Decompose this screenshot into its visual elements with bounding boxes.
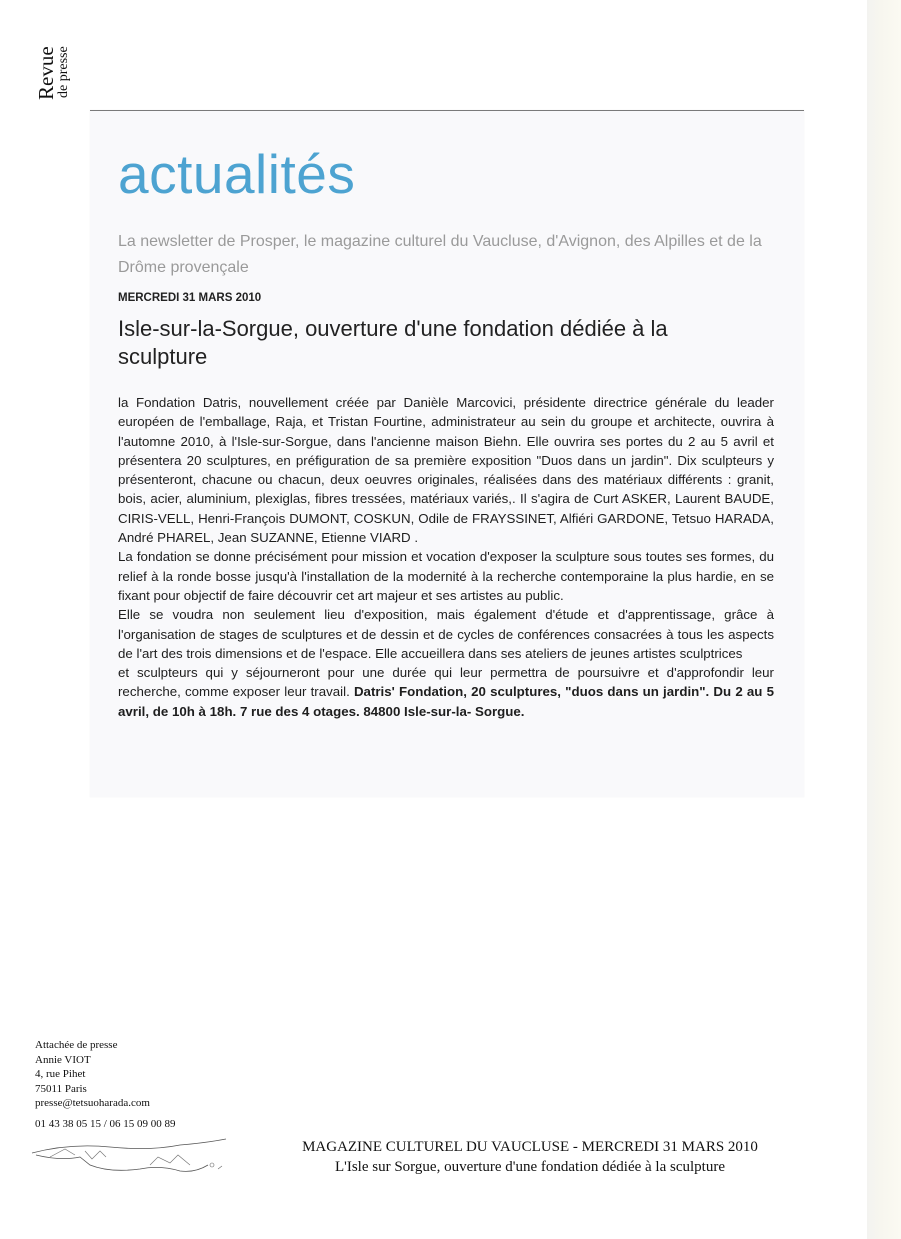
- newsletter-tagline: La newsletter de Prosper, le magazine culturel du Vaucluse, d'Avignon, des Alpilles et de la Drôme provençale: [118, 233, 762, 276]
- article-paragraph: la Fondation Datris, nouvellement créée par Danièle Marcovici, présidente directrice générale du leader européen de l'emballage, Raja, et Tristan Fourtine, administrateur au sein du groupe et architecte, ouvrira à l'automne 2010, à l'Isle-sur-Sorgue, dans l'ancienne maison Biehn. Elle ouvrira ses portes du 2 au 5 avril et présentera 20 sculptures, en préfiguration de sa première exposition "Duos dans un jardin". Dix sculpteurs y présenteront, chacune ou chacun, deux oeuvres originales, réalisées dans des matériaux différents : granit, bois, acier, aluminium, plexiglas, fibres tressées, matériaux variés,. Il s'agira de Curt ASKER, Laurent BAUDE, CIRIS-VELL, Henri-François DUMONT, COSKUN, Odile de FRAYSSINET, Alfiéri GARDONE, Tetsuo HARADA, André PHAREL, Jean SUZANNE, Etienne VIARD .: [118, 395, 774, 546]
- caption-title: L'Isle sur Sorgue, ouverture d'une fondation dédiée à la sculpture: [334, 1159, 725, 1175]
- de-presse-label: de presse: [56, 46, 71, 98]
- article-body: [118, 393, 774, 721]
- article-paragraph-last: [118, 663, 774, 721]
- article-date: MERCREDI 31 MARS 2010: [118, 292, 262, 304]
- newspaper-clipping: [90, 110, 804, 797]
- contact-role: Attachée de presse: [35, 1039, 118, 1051]
- article-paragraph: Elle se voudra non seulement lieu d'exposition, mais également d'étude et d'apprentissage, grâce à l'organisation de stages de sculptures et de dessin et de cycles de conférences consacrées à tous les aspects de l'art des trois dimensions et de l'espace. Elle accueillera dans ses ateliers de jeunes artistes sculptrices: [118, 607, 774, 661]
- contact-email: presse@tetsuoharada.com: [35, 1097, 150, 1109]
- contact-city: 75011 Paris: [35, 1082, 87, 1095]
- revue-label: Revue: [34, 46, 58, 100]
- contact-name: Annie VIOT: [35, 1053, 91, 1066]
- press-contact: [35, 1038, 176, 1131]
- contact-phones: 01 43 38 05 15 / 06 15 09 00 89: [35, 1117, 176, 1130]
- revue-de-presse-label: [34, 28, 84, 108]
- section-title: actualités: [118, 143, 356, 205]
- contact-street: 4, rue Pihet: [35, 1068, 86, 1080]
- article-paragraph-text: et sculpteurs qui y séjourneront pour une durée qui leur permettra de poursuivre et d'approfondir leur recherche, comme exposer leur travail.: [118, 665, 774, 700]
- landscape-sketch-logo: [30, 1135, 230, 1177]
- article-paragraph: La fondation se donne précisément pour mission et vocation d'exposer la sculpture sous toutes ses formes, du relief à la ronde bosse jusqu'à l'installation de la modernité à la recherche contemporaine la plus hardie, en se fixant pour objectif de faire découvrir cet art majeur et ses artistes au public.: [118, 549, 774, 603]
- caption-source: MAGAZINE CULTUREL DU VAUCLUSE - MERCREDI 31 MARS 2010: [302, 1139, 758, 1155]
- article-title: Isle-sur-la-Sorgue, ouverture d'une fondation dédiée à la sculpture: [118, 316, 668, 369]
- clipping-caption: [240, 1137, 820, 1177]
- event-info: Datris' Fondation, 20 sculptures, "duos dans un jardin". Du 2 au 5 avril, de 10h à 18h. 7 rue des 4 otages. 84800 Isle-sur-la- Sorgue.: [118, 684, 774, 719]
- page-edge-shadow: [867, 0, 901, 1239]
